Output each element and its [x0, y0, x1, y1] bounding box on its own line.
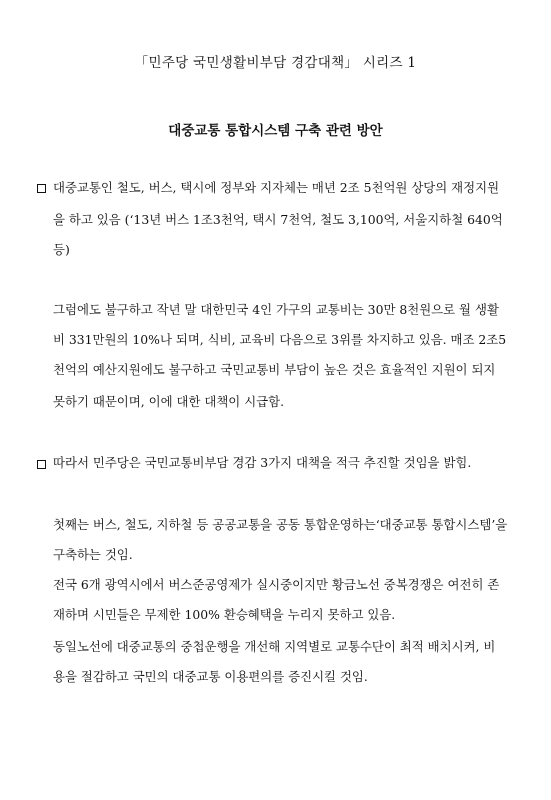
paragraph-line: 등): [53, 242, 70, 257]
paragraph-line: 동일노선에 대중교통의 중첩운행을 개선해 지역별로 교통수단이 최적 배치시켜, 비: [53, 639, 496, 654]
paragraph-line: 첫째는 버스, 철도, 지하철 등 공공교통을 공동 통합운영하는‘대중교통 통합시스템’을: [53, 517, 508, 532]
checkbox-bullet-icon: [37, 460, 46, 469]
paragraph-line: 못하기 때문이며, 이에 대한 대책이 시급함.: [53, 394, 285, 409]
series-title: 「민주당 국민생활비부담 경감대책」 시리즈 1: [134, 55, 417, 71]
paragraph-line: 그럼에도 불구하고 작년 말 대한민국 4인 가구의 교통비는 30만 8천원으로 월 생활: [53, 302, 499, 317]
paragraph-line: 용을 절감하고 국민의 대중교통 이용편의를 증진시킬 것임.: [53, 669, 368, 684]
document-title: 대중교통 통합시스템 구축 관련 방안: [168, 123, 383, 139]
paragraph-line: 비 331만원의 10%나 되며, 식비, 교육비 다음으로 3위를 차지하고 있음. 매조 2조5: [53, 332, 507, 347]
paragraph-line: 천억의 예산지원에도 불구하고 국민교통비 부담이 높은 것은 효율적인 지원이 되지: [53, 362, 496, 377]
paragraph-line: 대중교통인 철도, 버스, 택시에 정부와 지자체는 매년 2조 5천억원 상당의 재정지원: [53, 180, 500, 195]
paragraph-line: 을 하고 있음 (‘13년 버스 1조3천억, 택시 7천억, 철도 3,100억, 서울지하철 640억: [53, 212, 503, 227]
checkbox-bullet-icon: [37, 184, 46, 193]
paragraph-line: 구축하는 것임.: [53, 547, 133, 562]
paragraph-line: 따라서 민주당은 국민교통비부담 경감 3가지 대책을 적극 추진할 것임을 밝힘.: [53, 455, 472, 470]
paragraph-line: 재하며 시민들은 무제한 100% 환승혜택을 누리지 못하고 있음.: [53, 607, 396, 622]
paragraph-line: 전국 6개 광역시에서 버스준공영제가 실시중이지만 황금노선 중복경쟁은 여전히 존: [53, 577, 500, 592]
